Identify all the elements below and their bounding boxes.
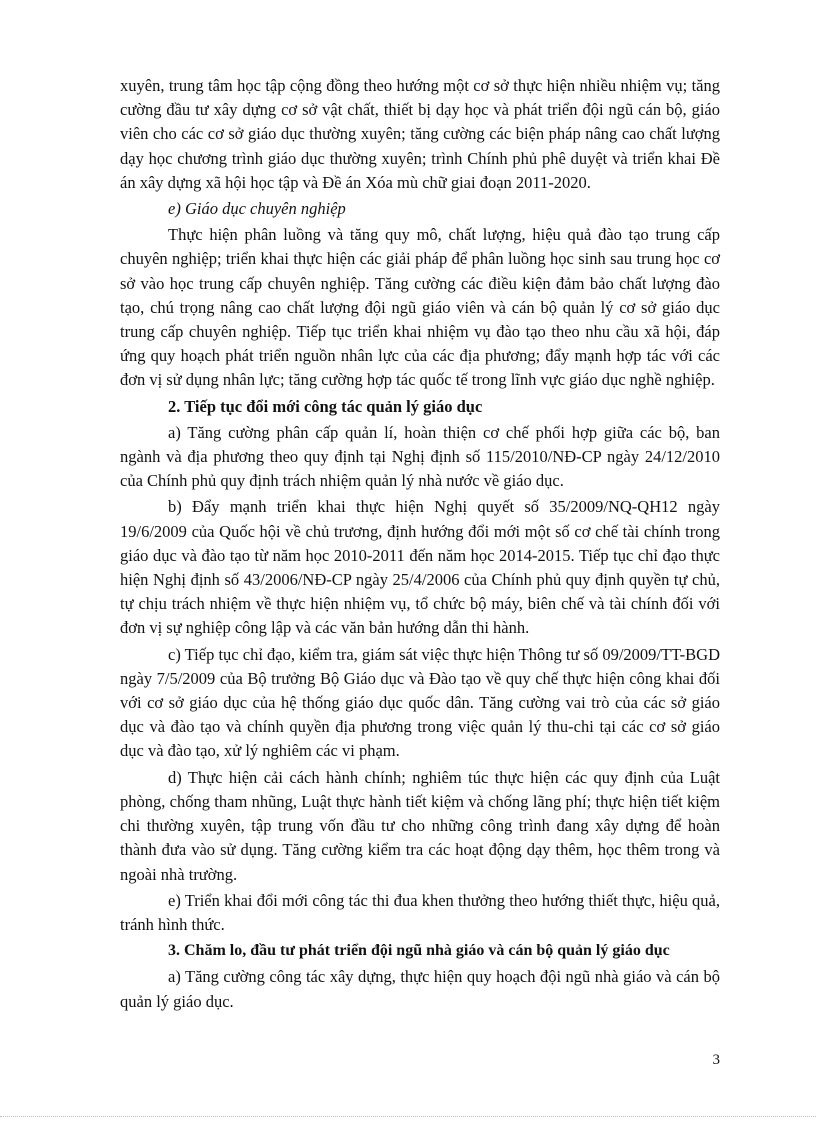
paragraph-continuation: xuyên, trung tâm học tập cộng đồng theo hướng một cơ sở thực hiện nhiều nhiệm vụ; tăng cường đầu tư xây dựng cơ sở vật chất, thiết bị dạy học và phát triển đội ngũ cán bộ, giáo viên cho các cơ sở giáo dục thường xuyên; tăng cường các biện pháp nâng cao chất lượng dạy học chương trình giáo dục thường xuyên; trình Chính phủ phê duyệt và triển khai Đề án xây dựng xã hội học tập và Đề án Xóa mù chữ giai đoạn 2011-2020. [120, 76, 720, 192]
paragraph-2c: c) Tiếp tục chỉ đạo, kiểm tra, giám sát việc thực hiện Thông tư số 09/2009/TT-BGD ngày 7/5/2009 của Bộ trưởng Bộ Giáo dục và Đào tạo về quy chế thực hiện công khai đối với cơ sở giáo dục của hệ thống giáo dục quốc dân. Tăng cường vai trò của các sở giáo dục và đào tạo và chính quyền địa phương trong việc quản lý thu-chi tại các cơ sở giáo dục và đào tạo, xử lý nghiêm các vi phạm. [120, 644, 720, 761]
paragraph-professional-education: Thực hiện phân luồng và tăng quy mô, chất lượng, hiệu quả đào tạo trung cấp chuyên nghiệp; triển khai thực hiện các giải pháp để phân luồng học sinh sau trung học cơ sở vào học trung cấp chuyên nghiệp. Tăng cường các điều kiện đảm bảo chất lượng đào tạo, chú trọng nâng cao chất lượng đội ngũ giáo viên và cán bộ quản lý cơ sở giáo dục trung cấp chuyên nghiệp. Tiếp tục triển khai nhiệm vụ đào tạo theo nhu cầu xã hội, đáp ứng quy hoạch phát triển nguồn nhân lực của các địa phương; đẩy mạnh hợp tác với các đơn vị sử dụng nhân lực; tăng cường hợp tác quốc tế trong lĩnh vực giáo dục nghề nghiệp. [120, 225, 720, 390]
section-heading-e: e) Giáo dục chuyên nghiệp [168, 199, 346, 219]
section-heading-3: 3. Chăm lo, đầu tư phát triển đội ngũ nhà giáo và cán bộ quản lý giáo dục [168, 942, 670, 960]
paragraph-2d: d) Thực hiện cải cách hành chính; nghiêm túc thực hiện các quy định của Luật phòng, chống tham nhũng, Luật thực hành tiết kiệm và chống lãng phí; thực hiện tiết kiệm chi thường xuyên, tập trung vốn đầu tư cho những công trình đang xây dựng để hoàn thành đưa vào sử dụng. Tăng cường kiểm tra các hoạt động dạy thêm, học thêm trong và ngoài nhà trường. [120, 767, 720, 884]
section-heading-2: 2. Tiếp tục đổi mới công tác quản lý giáo dục [168, 396, 483, 416]
page-bottom-divider [0, 1116, 816, 1117]
paragraph-2a: a) Tăng cường phân cấp quản lí, hoàn thiện cơ chế phối hợp giữa các bộ, ban ngành và địa phương theo quy định tại Nghị định số 115/2010/NĐ-CP ngày 24/12/2010 của Chính phủ quy định trách nhiệm quản lý nhà nước về giáo dục. [120, 422, 720, 491]
paragraph-2e: e) Triển khai đổi mới công tác thi đua khen thưởng theo hướng thiết thực, hiệu quả, tránh hình thức. [120, 890, 720, 934]
paragraph-2b: b) Đẩy mạnh triển khai thực hiện Nghị quyết số 35/2009/NQ-QH12 ngày 19/6/2009 của Quốc hội về chủ trương, định hướng đổi mới một số cơ chế tài chính trong giáo dục và đào tạo từ năm học 2010-2011 đến năm học 2014-2015. Tiếp tục chỉ đạo thực hiện Nghị định số 43/2006/NĐ-CP ngày 25/4/2006 của Chính phủ quy định quyền tự chủ, tự chịu trách nhiệm về thực hiện nhiệm vụ, tổ chức bộ máy, biên chế và tài chính đối với đơn vị sự nghiệp công lập và các văn bản hướng dẫn thi hành. [120, 497, 720, 638]
document-page [120, 74, 720, 1016]
paragraph-3a: a) Tăng cường công tác xây dựng, thực hiện quy hoạch đội ngũ nhà giáo và cán bộ quản lý giáo dục. [120, 967, 720, 1011]
page-number: 3 [712, 1052, 720, 1068]
